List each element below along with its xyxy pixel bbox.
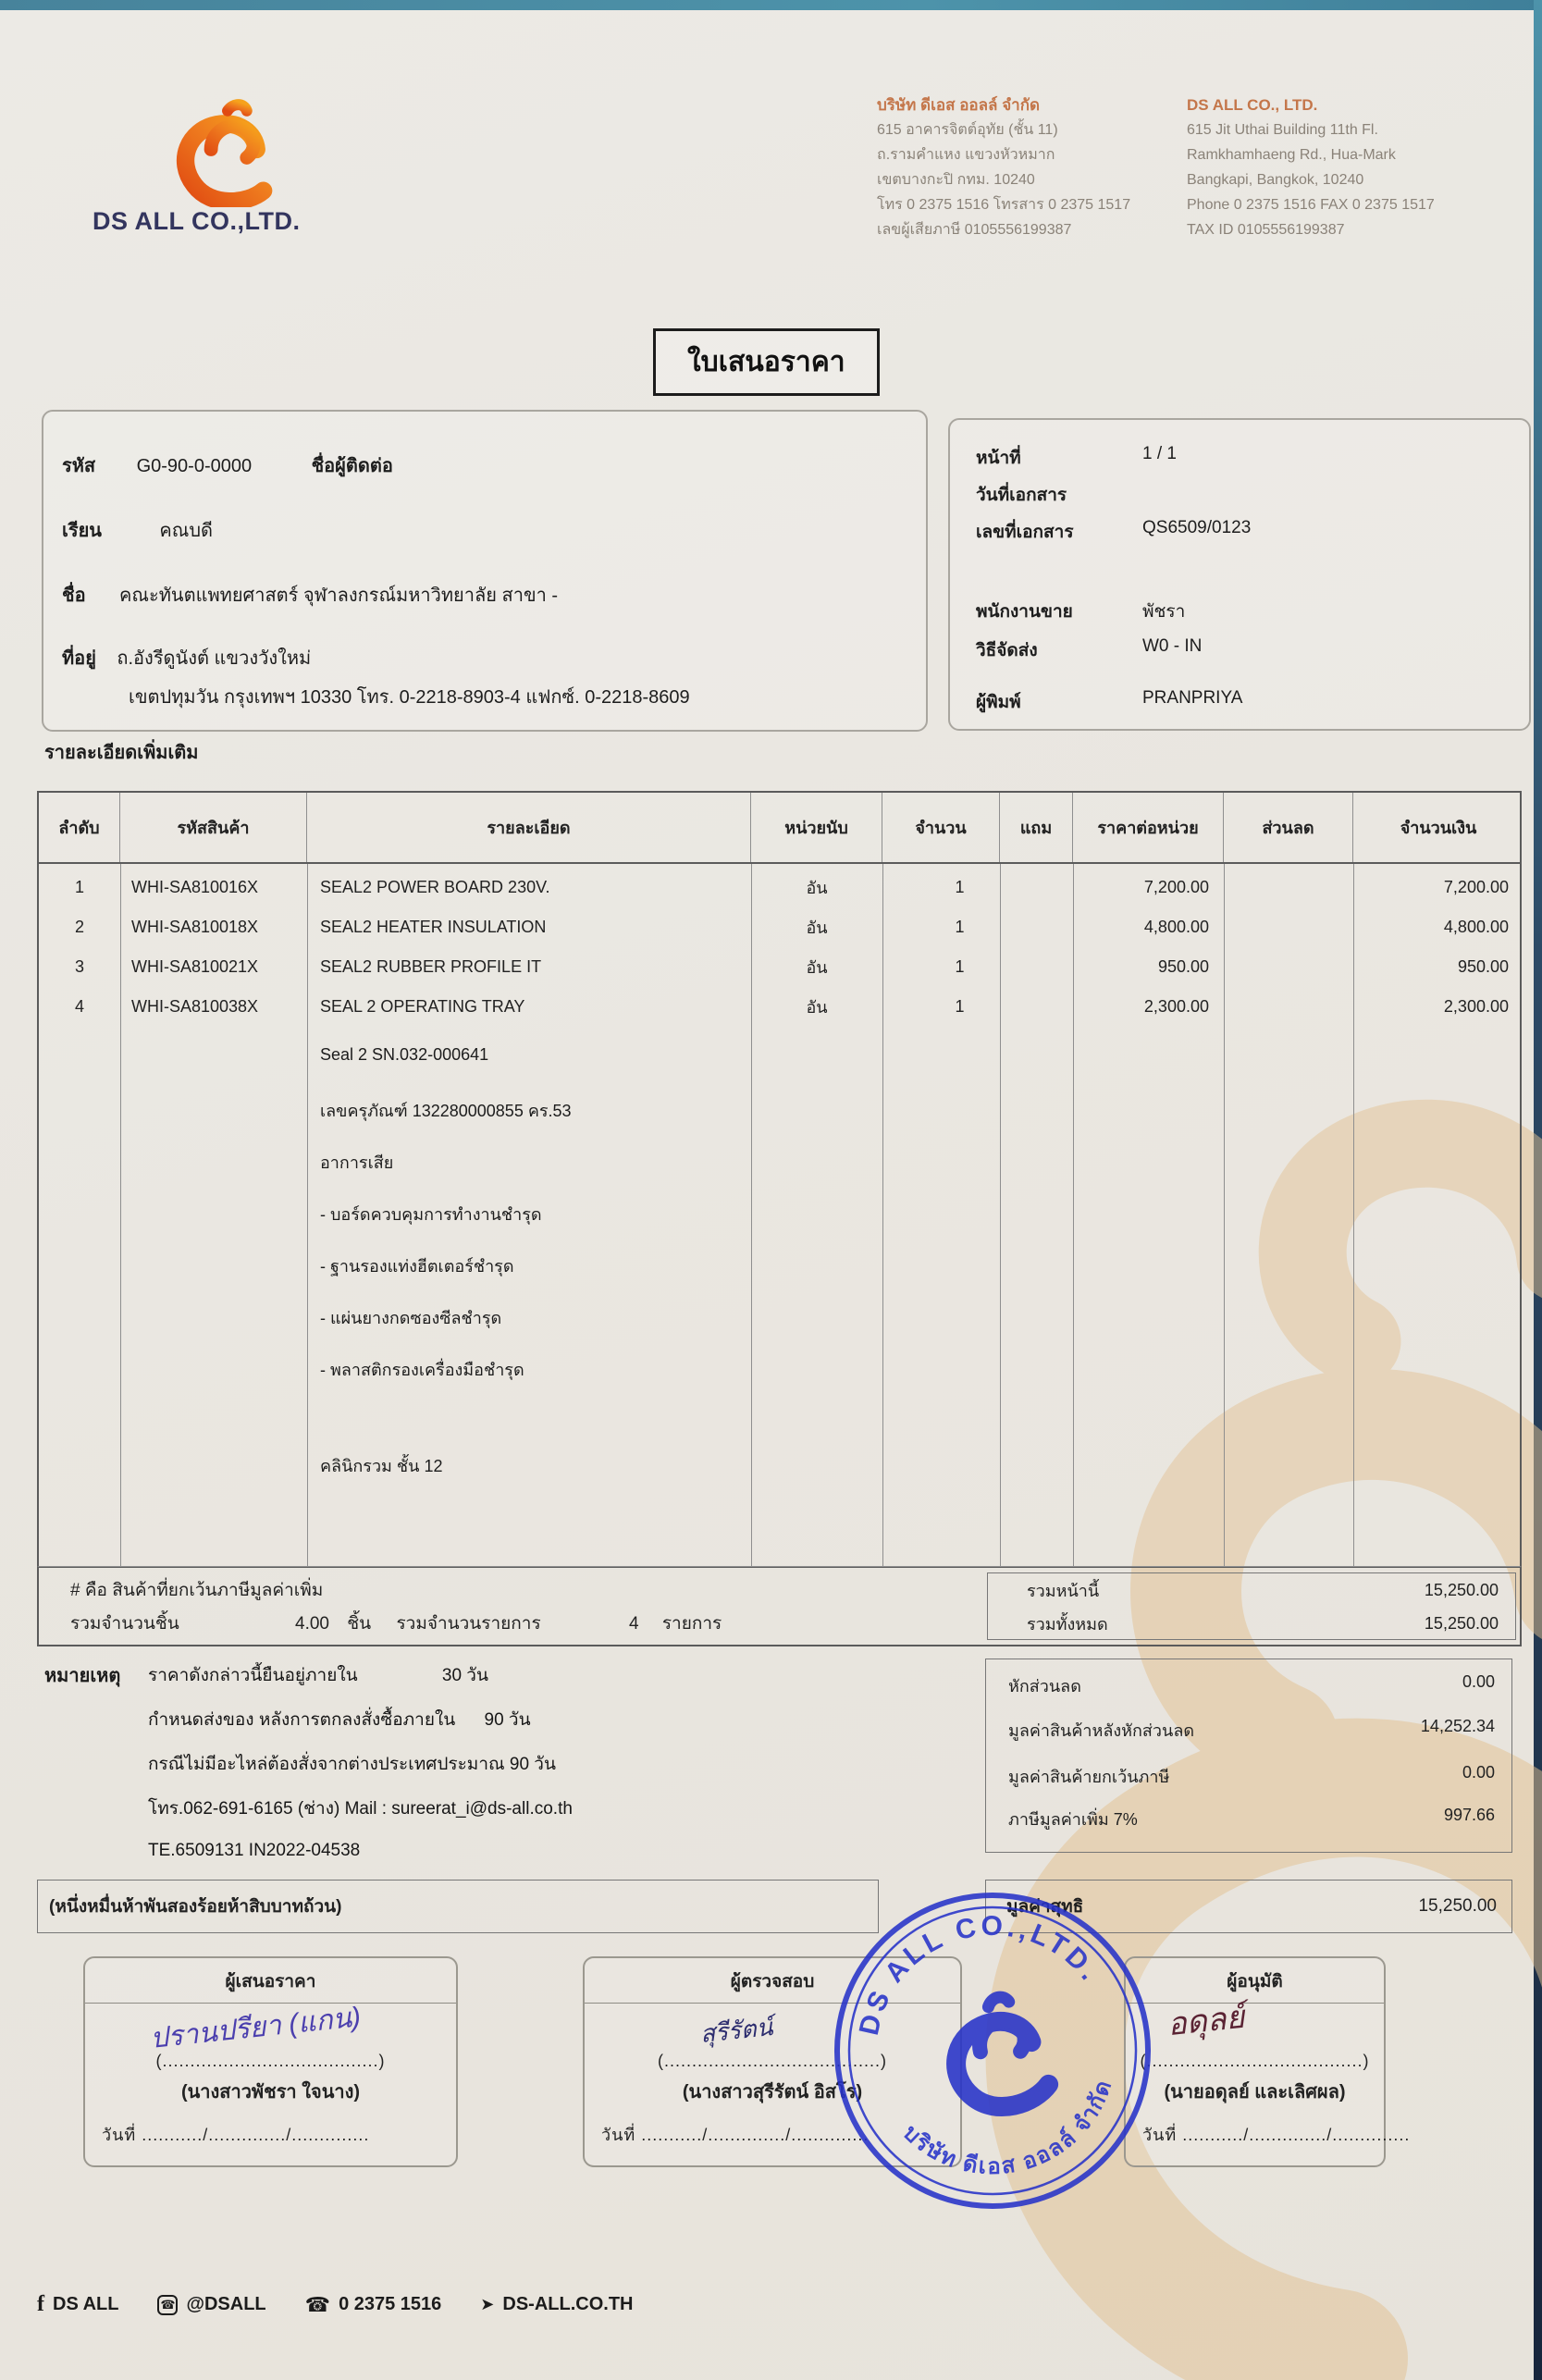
cell-unitprice: 7,200.00 [1143, 878, 1209, 896]
company-address-en [1187, 92, 1435, 242]
net-total-label: มูลค่าสุทธิ [1006, 1897, 1084, 1917]
note-text: ราคาดังกล่าวนี้ยืนอยู่ภายใน [148, 1666, 358, 1685]
signature-dots: (.......................................) [657, 2052, 888, 2070]
vat-exempt-value: 0.00 [1462, 1763, 1495, 1782]
company-logo-icon [155, 89, 294, 207]
cell-desc: SEAL2 RUBBER PROFILE IT [320, 957, 542, 976]
photo-edge-top [0, 0, 1542, 10]
col-header-unitprice: ราคาต่อหน่วย [1073, 793, 1224, 862]
detail-line: อาการเสีย [320, 1153, 394, 1172]
signature-dots: (.......................................) [1140, 2052, 1370, 2070]
col-header-unit: หน่วยนับ [751, 793, 882, 862]
shipping-label: วิธีจัดส่ง [976, 641, 1038, 660]
cell-no: 1 [74, 878, 84, 896]
cell-code: WHI-SA810021X [131, 957, 259, 976]
table-header-row [39, 793, 1520, 864]
signature-date-line: วันที่ .........../............../.............. [102, 2126, 370, 2144]
items-unit: รายการ [661, 1614, 722, 1634]
detail-line: เลขครุภัณฑ์ 132280000855 คร.53 [320, 1102, 572, 1120]
signature-title: ผู้เสนอราคา [225, 1972, 316, 1992]
page-label: หน้าที่ [976, 449, 1021, 468]
customer-box [42, 410, 928, 732]
address-line: เขตบางกะปิ กทม. 10240 [877, 172, 1035, 188]
cell-unit: อัน [806, 879, 828, 897]
signer-name: (นางสาวสุรีรัตน์ อิสโร) [682, 2082, 863, 2103]
page-value: 1 / 1 [1142, 444, 1177, 463]
cell-amount: 4,800.00 [1443, 918, 1509, 936]
customer-address-label: ที่อยู่ [62, 648, 96, 669]
signature-dots: (.......................................) [155, 2052, 386, 2070]
summary-strip [37, 1566, 1522, 1646]
line-app-icon: ☎ [157, 2295, 178, 2315]
printed-by-value: PRANPRIYA [1142, 688, 1243, 708]
cell-desc: SEAL 2 OPERATING TRAY [320, 997, 525, 1016]
detail-line: - แผ่นยางกดซองซีลชำรุด [320, 1309, 502, 1327]
signature-title: ผู้ตรวจสอบ [730, 1972, 815, 1992]
doc-no-value: QS6509/0123 [1142, 518, 1252, 537]
page-total-box [987, 1572, 1516, 1640]
handwritten-signature: ปรานปรียา (แกน) [148, 2002, 363, 2054]
address-line: Phone 0 2375 1516 FAX 0 2375 1517 [1187, 197, 1435, 213]
table-row [39, 907, 1520, 947]
salesperson-value: พัชรา [1142, 602, 1186, 622]
cell-qty: 1 [955, 957, 965, 976]
note-line [148, 1661, 488, 1689]
signature-date-line: วันที่ .........../............../.............. [601, 2126, 870, 2144]
col-header-code: รหัสสินค้า [120, 793, 307, 862]
cell-unit: อัน [806, 919, 828, 937]
cell-unitprice: 2,300.00 [1143, 997, 1209, 1016]
cell-amount: 2,300.00 [1443, 997, 1509, 1016]
col-header-free: แถม [1000, 793, 1073, 862]
cell-unitprice: 950.00 [1157, 957, 1209, 976]
net-total-value: 15,250.00 [1418, 1896, 1497, 1916]
cell-qty: 1 [955, 878, 965, 896]
cell-unit: อัน [806, 998, 828, 1017]
items-table [37, 791, 1522, 1568]
doc-no-label: เลขที่เอกสาร [976, 523, 1074, 542]
totals-box [985, 1659, 1512, 1853]
handwritten-signature: สุรีรัตน์ [698, 2012, 774, 2049]
facebook-icon: f [37, 2292, 44, 2316]
detail-line: - พลาสติกรองเครื่องมือชำรุด [320, 1361, 524, 1379]
section-label: รายละเอียดเพิ่มเติม [44, 743, 199, 763]
handwritten-signature: อดุลย์ [1166, 1999, 1247, 2043]
signature-date-line: วันที่ .........../............../.............. [1142, 2126, 1411, 2144]
note-line: โทร.062-691-6165 (ช่าง) Mail : sureerat_i@ds-all.co.th [148, 1799, 573, 1819]
col-header-no: ลำดับ [39, 793, 120, 862]
cell-desc: SEAL2 HEATER INSULATION [320, 918, 547, 936]
stamp-text-bottom: บริษัท ดีเอส ออลล์ จำกัด [897, 2076, 1117, 2180]
address-line: โทร 0 2375 1516 โทรสาร 0 2375 1517 [877, 197, 1131, 213]
customer-code-label: รหัส [62, 456, 96, 476]
cell-amount: 950.00 [1457, 957, 1509, 976]
stamp-text-top: DS ALL CO.,LTD. [853, 1910, 1107, 2039]
note-text: กำหนดส่งของ หลังการตกลงสั่งซื้อภายใน [148, 1710, 456, 1730]
address-line: 615 อาคารจิตต์อุทัย (ชั้น 11) [877, 122, 1058, 138]
detail-line: Seal 2 SN.032-000641 [320, 1045, 489, 1064]
amount-in-words: (หนึ่งหมื่นห้าพันสองร้อยห้าสิบบาทถ้วน) [37, 1880, 879, 1933]
note-line [148, 1706, 531, 1733]
footer-contact-bar [37, 2292, 659, 2317]
company-address-th [877, 92, 1130, 242]
cell-unit: อัน [806, 958, 828, 977]
detail-line: - ฐานรองแท่งฮีตเตอร์ชำรุด [320, 1257, 514, 1276]
cell-code: WHI-SA810016X [131, 878, 259, 896]
discount-value: 0.00 [1462, 1672, 1495, 1691]
after-discount-label: มูลค่าสินค้าหลังหักส่วนลด [1008, 1721, 1195, 1740]
line-label: @DSALL [186, 2294, 266, 2314]
vat-value: 997.66 [1443, 1806, 1495, 1824]
pieces-label: รวมจำนวนชิ้น [70, 1614, 179, 1634]
contact-label: ชื่อผู้ติดต่อ [311, 456, 393, 476]
address-line: TAX ID 0105556199387 [1187, 222, 1345, 238]
cell-qty: 1 [955, 918, 965, 936]
page-total-label: รวมหน้านี้ [1027, 1581, 1100, 1600]
col-header-qty: จำนวน [882, 793, 1000, 862]
address-line: Bangkapi, Bangkok, 10240 [1187, 172, 1364, 188]
photo-edge-right [1534, 0, 1542, 2380]
facebook-label: DS ALL [53, 2294, 119, 2314]
grand-total-value: 15,250.00 [1424, 1613, 1499, 1633]
doc-title: ใบเสนอราคา [653, 328, 880, 396]
signer-name: (นางสาวพัชรา ใจนาง) [180, 2082, 361, 2103]
customer-address-line2: เขตปทุมวัน กรุงเทพฯ 10330 โทร. 0-2218-8903-4 แฟกซ์. 0-2218-8609 [129, 687, 690, 708]
notes-label: หมายเหตุ [44, 1666, 121, 1686]
grand-total-label: รวมทั้งหมด [1027, 1614, 1108, 1634]
note-value: 90 วัน [484, 1710, 531, 1730]
customer-name-value: คณะทันตแพทยศาสตร์ จุฬาลงกรณ์มหาวิทยาลัย สาขา - [119, 586, 559, 606]
attn-label: เรียน [62, 521, 102, 541]
signature-box-proposer [83, 1956, 458, 2167]
website-cursor-icon: ➤ [480, 2295, 495, 2313]
phone-label: 0 2375 1516 [339, 2294, 442, 2314]
address-line: Ramkhamhaeng Rd., Hua-Mark [1187, 147, 1396, 163]
items-label: รวมจำนวนรายการ [396, 1614, 541, 1634]
customer-name-label: ชื่อ [62, 586, 86, 606]
phone-icon: ☎ [304, 2292, 331, 2316]
vat-exempt-note: # คือ สินค้าที่ยกเว้นภาษีมูลค่าเพิ่ม [70, 1581, 324, 1600]
printed-by-label: ผู้พิมพ์ [976, 693, 1021, 712]
signature-title: ผู้อนุมัติ [1227, 1972, 1283, 1992]
location-line: คลินิกรวม ชั้น 12 [320, 1457, 443, 1475]
salesperson-label: พนักงานขาย [976, 602, 1073, 622]
discount-label: หักส่วนลด [1008, 1677, 1081, 1696]
col-header-discount: ส่วนลด [1224, 793, 1353, 862]
vat-exempt-label: มูลค่าสินค้ายกเว้นภาษี [1008, 1768, 1170, 1786]
pieces-value: 4.00 [295, 1614, 329, 1634]
signer-name: (นายอดุลย์ และเลิศผล) [1164, 2082, 1346, 2103]
table-row [39, 868, 1520, 907]
cell-code: WHI-SA810038X [131, 997, 259, 1016]
after-discount-value: 14,252.34 [1420, 1717, 1495, 1735]
table-row [39, 987, 1520, 1027]
cell-unitprice: 4,800.00 [1143, 918, 1209, 936]
cell-amount: 7,200.00 [1443, 878, 1509, 896]
detail-line: - บอร์ดควบคุมการทำงานชำรุด [320, 1205, 542, 1224]
pieces-unit: ชิ้น [347, 1614, 372, 1634]
cell-qty: 1 [955, 997, 965, 1016]
company-name-th: บริษัท ดีเอส ออลล์ จำกัด [877, 96, 1041, 114]
customer-code-value: G0-90-0-0000 [136, 456, 253, 476]
note-value: 30 วัน [441, 1666, 488, 1685]
note-line: TE.6509131 IN2022-04538 [148, 1841, 361, 1860]
col-header-desc: รายละเอียด [307, 793, 751, 862]
stamp-logo-icon [942, 1991, 1052, 2117]
doc-date-label: วันที่เอกสาร [976, 486, 1067, 505]
cell-no: 2 [74, 918, 84, 936]
address-line: เลขผู้เสียภาษี 0105556199387 [877, 222, 1072, 238]
svg-text:บริษัท ดีเอส ออลล์ จำกัด [894, 2071, 1133, 2203]
col-header-amount: จำนวนเงิน [1400, 819, 1477, 837]
note-line: กรณีไม่มีอะไหล่ต้องสั่งจากต่างประเทศประมาณ 90 วัน [148, 1755, 556, 1774]
table-body [39, 864, 1520, 1566]
customer-address-line1: ถ.อังรีดูนังต์ แขวงวังใหม่ [117, 648, 312, 669]
page-total-value: 15,250.00 [1424, 1580, 1499, 1599]
totals-count-line [70, 1609, 722, 1637]
company-name-en: DS ALL CO., LTD. [1187, 96, 1318, 114]
cell-no: 4 [74, 997, 84, 1016]
website-label: DS-ALL.CO.TH [502, 2294, 634, 2314]
table-row [39, 947, 1520, 987]
logo-text: DS ALL CO.,LTD. [93, 207, 301, 235]
cell-no: 3 [74, 957, 84, 976]
address-line: 615 Jit Uthai Building 11th Fl. [1187, 122, 1378, 138]
attn-value: คณบดี [159, 521, 214, 541]
address-line: ถ.รามคำแหง แขวงหัวหมาก [877, 147, 1055, 163]
docinfo-box [948, 418, 1531, 731]
cell-code: WHI-SA810018X [131, 918, 259, 936]
items-value: 4 [628, 1614, 639, 1634]
shipping-value: W0 - IN [1142, 636, 1203, 656]
cell-desc: SEAL2 POWER BOARD 230V. [320, 878, 550, 896]
vat-label: ภาษีมูลค่าเพิ่ม 7% [1008, 1810, 1138, 1829]
